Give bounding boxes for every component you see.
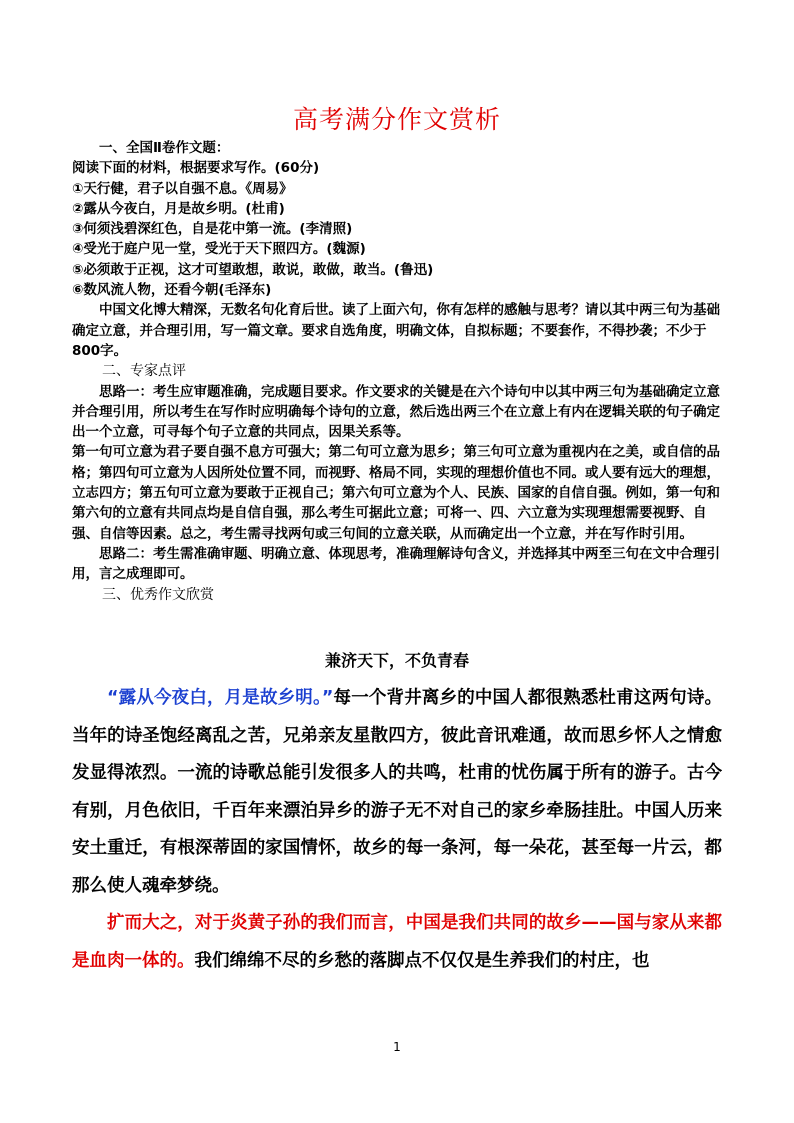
essay-paragraph: [72, 905, 722, 980]
quote-item: ③何须浅碧深红色，自是花中第一流。(李清照): [72, 221, 353, 238]
prompt-section: [72, 138, 722, 605]
idea2-text: 思路二：考生需准确审题、明确立意、体现思考，准确理解诗句含义，并选择其中两至三句在文中合理引用，言之成理即可。: [72, 545, 720, 583]
quote-item: ⑥数风流人物，还看今朝(毛泽东): [72, 282, 272, 299]
quote-item: ①天行健，君子以自强不息。《周易》: [72, 180, 293, 197]
section2-heading: 二、专家点评: [102, 363, 186, 380]
essay-body: [72, 680, 722, 980]
section1-heading: 一、全国Ⅱ卷作文题：: [99, 140, 230, 156]
essay-quote: “露从今夜白，月是故乡明。”: [107, 688, 334, 708]
essay-paragraph-text: 每一个背井离乡的中国人都很熟悉杜甫这两句诗。当年的诗圣饱经离乱之苦，兄弟亲友星散四方，彼此音讯难通，故而思乡怀人之情愈发显得浓烈。一流的诗歌总能引发很多人的共鸣，杜甫的忧伤属于所有的游子。古今有别，月色依旧，千百年来漂泊异乡的游子无不对自己的家乡牵肠挂肚。中国人历来安土重迁，有根深蒂固的家国情怀，故乡的每一条河，每一朵花，甚至每一片云，都那么使人魂牵梦绕。: [72, 688, 722, 896]
essay-highlight: 扩而大之，对于炎黄子孙的我们而言，中国是我们共同的故乡——国与家从来都是血肉一体的。: [72, 913, 722, 971]
essay-title: 兼济天下，不负青春: [324, 651, 469, 670]
quote-item: ⑤必须敢于正视，这才可望敢想，敢说，敢做，敢当。(鲁迅): [72, 261, 434, 278]
document-title: 高考满分作文赏析: [292, 105, 501, 134]
quote-item: ④受光于庭户见一堂，受光于天下照四方。(魏源): [72, 241, 366, 258]
section3-heading: 三、优秀作文欣赏: [102, 586, 214, 603]
quote-item: ②露从今夜白，月是故乡明。(杜甫): [72, 200, 285, 217]
idea1-text: 思路一：考生应审题准确，完成题目要求。作文要求的关键是在六个诗句中以其中两三句为基础确定立意并合理引用，所以考生在写作时应明确每个诗句的立意，然后选出两三个在立意上有内在逻辑关联的句子确定出一个立意，可寻每个句子立意的共同点，因果关系等。: [72, 383, 720, 441]
essay-paragraph-text: 我们绵绵不尽的乡愁的落脚点不仅仅是生养我们的村庄，也: [194, 950, 650, 971]
page-number: 1: [393, 1040, 401, 1054]
essay-paragraph: [72, 680, 722, 905]
idea1-detail-text: 第一句可立意为君子要自强不息方可强大；第二句可立意为思乡；第三句可立意为重视内在之美，或自信的品格；第四句可立意为人因所处位置不同，而视野、格局不同，实现的理想价值也不同。或人要有远大的理想，立志四方；第五句可立意为要敢于正视自己；第六句可立意为个人、民族、国家的自信自强。例如，第一句和第六句的立意有共同点均是自信自强，那么考生可据此立意；可将一、四、六立意为实现理想需要视野、自强、自信等因素。总之，考生需寻找两句或三句间的立意关联，从而确定出一个立意，并在写作时引用。: [72, 444, 720, 542]
requirement-text: 中国文化博大精深，无数名句化育后世。读了上面六句，你有怎样的感触与思考？请以其中两三句为基础确定立意，并合理引用，写一篇文章。要求自选角度，明确文体，自拟标题；不要套作，不得抄袭；不少于800字。: [72, 302, 720, 359]
instruction-text: 阅读下面的材料，根据要求写作。(60分): [72, 160, 320, 177]
